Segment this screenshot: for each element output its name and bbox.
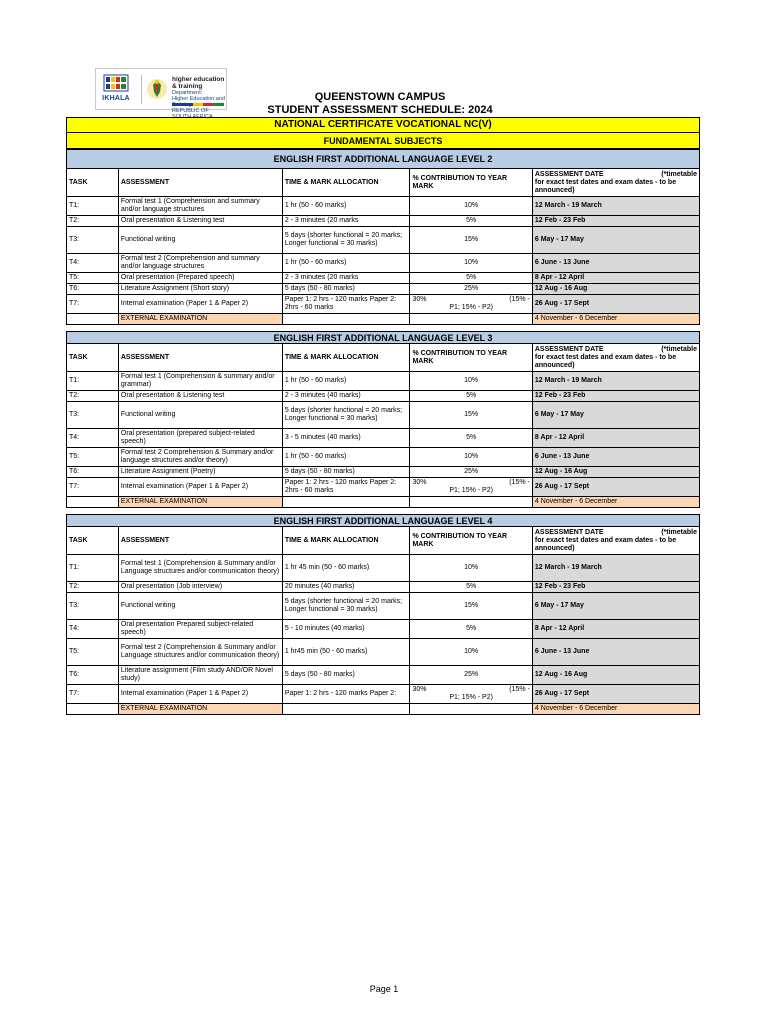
pct-cell: 15% [410,227,532,254]
assessment-cell: Functional writing [118,593,282,620]
time-cell: 5 days (shorter functional = 20 marks; Longer functional = 30 marks) [282,593,410,620]
task-cell: T7: [67,295,119,314]
pct-cell: 25% [410,467,532,478]
col-date-header: ASSESSMENT DATE (*timetable for exact test dates and exam dates - to be announced) [532,344,699,372]
section-title: ENGLISH FIRST ADDITIONAL LANGUAGE LEVEL 4 [67,515,700,527]
schedule-table-level-2 [66,149,700,325]
date-cell: 6 June - 13 June [532,639,699,666]
table-row [67,478,700,497]
pct-cell: 5% [410,429,532,448]
time-cell: 5 days (50 - 80 marks) [282,467,410,478]
date-cell: 6 June - 13 June [532,254,699,273]
pct-cell: 25% [410,666,532,685]
task-cell: T6: [67,666,119,685]
section-title: ENGLISH FIRST ADDITIONAL LANGUAGE LEVEL 2 [67,150,700,169]
assessment-cell: Functional writing [118,402,282,429]
section-title: ENGLISH FIRST ADDITIONAL LANGUAGE LEVEL 3 [67,332,700,344]
date-cell: 6 May - 17 May [532,227,699,254]
table-row [67,555,700,582]
date-cell: 26 Aug - 17 Sept [532,478,699,497]
external-exam-date: 4 November - 6 December [532,314,699,325]
header-row [67,344,700,372]
task-cell: T4: [67,429,119,448]
date-cell: 12 Aug - 16 Aug [532,467,699,478]
time-cell: 1 hr (50 - 60 marks) [282,448,410,467]
time-cell: 20 minutes (40 marks) [282,582,410,593]
col-task-header: TASK [67,527,119,555]
date-cell: 12 March - 19 March [532,372,699,391]
time-cell: Paper 1: 2 hrs - 120 marks Paper 2: 2hrs - 60 marks [282,478,410,497]
pct-cell: 10% [410,197,532,216]
time-cell: Paper 1: 2 hrs - 120 marks Paper 2: 2hrs - 60 marks [282,295,410,314]
col-date-header: ASSESSMENT DATE (*timetable for exact test dates and exam dates - to be announced) [532,169,699,197]
assessment-cell: Internal examination (Paper 1 & Paper 2) [118,478,282,497]
assessment-cell: Oral presentation (Job interview) [118,582,282,593]
external-exam-row [67,497,700,508]
time-cell: 1 hr (50 - 60 marks) [282,254,410,273]
task-cell: T2: [67,216,119,227]
date-cell: 8 Apr - 12 April [532,620,699,639]
table-row [67,216,700,227]
time-cell: 1 hr (50 - 60 marks) [282,197,410,216]
assessment-cell: Formal test 2 Comprehension & Summary and/or language structures and/or theory) [118,448,282,467]
task-cell: T1: [67,555,119,582]
task-cell: T7: [67,685,119,704]
date-cell: 6 May - 17 May [532,593,699,620]
time-cell: 5 days (50 - 80 marks) [282,284,410,295]
assessment-cell: Oral presentation & Listening test [118,391,282,402]
date-cell: 26 Aug - 17 Sept [532,295,699,314]
time-cell: 1 hr 45 min (50 - 60 marks) [282,555,410,582]
table-row [67,639,700,666]
table-row [67,402,700,429]
task-cell: T6: [67,467,119,478]
task-cell: T2: [67,582,119,593]
col-date-header: ASSESSMENT DATE (*timetable for exact test dates and exam dates - to be announced) [532,527,699,555]
time-cell: 5 - 10 minutes (40 marks) [282,620,410,639]
assessment-cell: Literature assignment (Film study AND/OR Novel study) [118,666,282,685]
table-row [67,582,700,593]
page-number: Page 1 [369,984,399,994]
time-cell: 2 - 3 minutes (40 marks) [282,391,410,402]
time-cell: 3 - 5 minutes (40 marks) [282,429,410,448]
pct-cell: 15% [410,402,532,429]
col-time-header: TIME & MARK ALLOCATION [282,527,410,555]
pct-cell: 5% [410,216,532,227]
date-cell: 12 Feb - 23 Feb [532,582,699,593]
assessment-cell: Internal examination (Paper 1 & Paper 2) [118,685,282,704]
pct-cell: 5% [410,620,532,639]
pct-cell: 5% [410,273,532,284]
ikhala-emblem-icon [103,73,129,93]
time-cell: 5 days (shorter functional = 20 marks; Longer functional = 30 marks) [282,227,410,254]
header-row [67,527,700,555]
external-exam-date: 4 November - 6 December [532,704,699,715]
assessment-cell: Internal examination (Paper 1 & Paper 2) [118,295,282,314]
pct-cell: 10% [410,372,532,391]
assessment-cell: Formal test 2 (Comprehension & Summary and/or Language structures and/or communication theory) [118,639,282,666]
qualification-banner: NATIONAL CERTIFICATE VOCATIONAL NC(V) [67,118,700,133]
time-cell: 5 days (50 - 80 marks) [282,666,410,685]
time-cell: 2 - 3 minutes (20 marks [282,273,410,284]
table-row [67,273,700,284]
date-cell: 6 May - 17 May [532,402,699,429]
task-cell: T5: [67,639,119,666]
external-exam-label: EXTERNAL EXAMINATION [118,314,282,325]
col-pct-header: % CONTRIBUTION TO YEAR MARK [410,527,532,555]
external-exam-label: EXTERNAL EXAMINATION [118,497,282,508]
date-cell: 12 Aug - 16 Aug [532,284,699,295]
task-cell: T6: [67,284,119,295]
schedule-title: STUDENT ASSESSMENT SCHEDULE: 2024 [267,104,493,116]
pct-cell: 10% [410,448,532,467]
col-task-header: TASK [67,344,119,372]
task-cell: T1: [67,372,119,391]
table-row [67,227,700,254]
pct-cell: 5% [410,391,532,402]
date-cell: 12 March - 19 March [532,555,699,582]
schedule-table-level-4 [66,514,700,715]
task-cell: T4: [67,254,119,273]
col-pct-header: % CONTRIBUTION TO YEAR MARK [410,344,532,372]
table-row [67,391,700,402]
task-cell: T7: [67,478,119,497]
date-cell: 12 March - 19 March [532,197,699,216]
task-cell: T3: [67,402,119,429]
assessment-cell: Oral presentation Prepared subject-related speech) [118,620,282,639]
col-time-header: TIME & MARK ALLOCATION [282,344,410,372]
external-exam-date: 4 November - 6 December [532,497,699,508]
table-row [67,284,700,295]
task-cell: T3: [67,593,119,620]
pct-cell: 10% [410,254,532,273]
task-cell: T2: [67,391,119,402]
time-cell: 5 days (shorter functional = 20 marks; Longer functional = 30 marks) [282,402,410,429]
col-task-header: TASK [67,169,119,197]
time-cell: 1 hr (50 - 60 marks) [282,372,410,391]
schedule-table-level-3 [66,331,700,508]
table-row [67,620,700,639]
category-banner: FUNDAMENTAL SUBJECTS [67,133,700,149]
assessment-cell: Formal test 1 (Comprehension and summary and/or language structures [118,197,282,216]
task-cell: T1: [67,197,119,216]
assessment-cell: Formal test 2 (Comprehension and summary and/or language structures [118,254,282,273]
assessment-cell: Formal test 1 (Comprehension & Summary and/or Language structures and/or communication theory) [118,555,282,582]
pct-cell: 10% [410,639,532,666]
pct-cell: 30% (15% - P1; 15% - P2) [410,295,532,314]
table-row [67,666,700,685]
task-cell: T5: [67,448,119,467]
date-cell: 8 Apr - 12 April [532,273,699,284]
header-row [67,169,700,197]
external-exam-row [67,314,700,325]
time-cell: 2 - 3 minutes (20 marks [282,216,410,227]
table-row [67,593,700,620]
table-row [67,429,700,448]
date-cell: 6 June - 13 June [532,448,699,467]
date-cell: 12 Aug - 16 Aug [532,666,699,685]
table-row [67,685,700,704]
ikhala-wordmark: IKHALA [102,95,130,102]
task-cell: T4: [67,620,119,639]
assessment-cell: Formal test 1 (Comprehension & summary and/or grammar) [118,372,282,391]
table-row [67,467,700,478]
date-cell: 12 Feb - 23 Feb [532,391,699,402]
pct-cell: 30% (15% - P1; 15% - P2) [410,478,532,497]
table-row [67,295,700,314]
table-row [67,372,700,391]
col-assessment-header: ASSESSMENT [118,169,282,197]
assessment-cell: Oral presentation & Listening test [118,216,282,227]
table-row [67,254,700,273]
task-cell: T5: [67,273,119,284]
col-pct-header: % CONTRIBUTION TO YEAR MARK [410,169,532,197]
col-assessment-header: ASSESSMENT [118,344,282,372]
pct-cell: 10% [410,555,532,582]
pct-cell: 25% [410,284,532,295]
time-cell: Paper 1: 2 hrs - 120 marks Paper 2: [282,685,410,704]
pct-cell: 30% (15% - P1; 15% - P2) [410,685,532,704]
assessment-cell: Oral presentation (prepared subject-related speech) [118,429,282,448]
task-cell: T3: [67,227,119,254]
pct-cell: 5% [410,582,532,593]
date-cell: 12 Feb - 23 Feb [532,216,699,227]
banner-table [66,117,700,149]
table-row [67,197,700,216]
pct-cell: 15% [410,593,532,620]
assessment-cell: Oral presentation (Prepared speech) [118,273,282,284]
assessment-cell: Literature Assignment (Short story) [118,284,282,295]
assessment-cell: Functional writing [118,227,282,254]
date-cell: 26 Aug - 17 Sept [532,685,699,704]
table-row [67,448,700,467]
col-assessment-header: ASSESSMENT [118,527,282,555]
date-cell: 8 Apr - 12 April [532,429,699,448]
external-exam-row [67,704,700,715]
department-name: higher education & training Department: Higher Education and REPUBLIC OF [172,76,225,114]
external-exam-label: EXTERNAL EXAMINATION [118,704,282,715]
assessment-cell: Literature Assignment (Poetry) [118,467,282,478]
time-cell: 1 hr45 min (50 - 60 marks) [282,639,410,666]
campus-title: QUEENSTOWN CAMPUS [314,91,446,103]
col-time-header: TIME & MARK ALLOCATION [282,169,410,197]
